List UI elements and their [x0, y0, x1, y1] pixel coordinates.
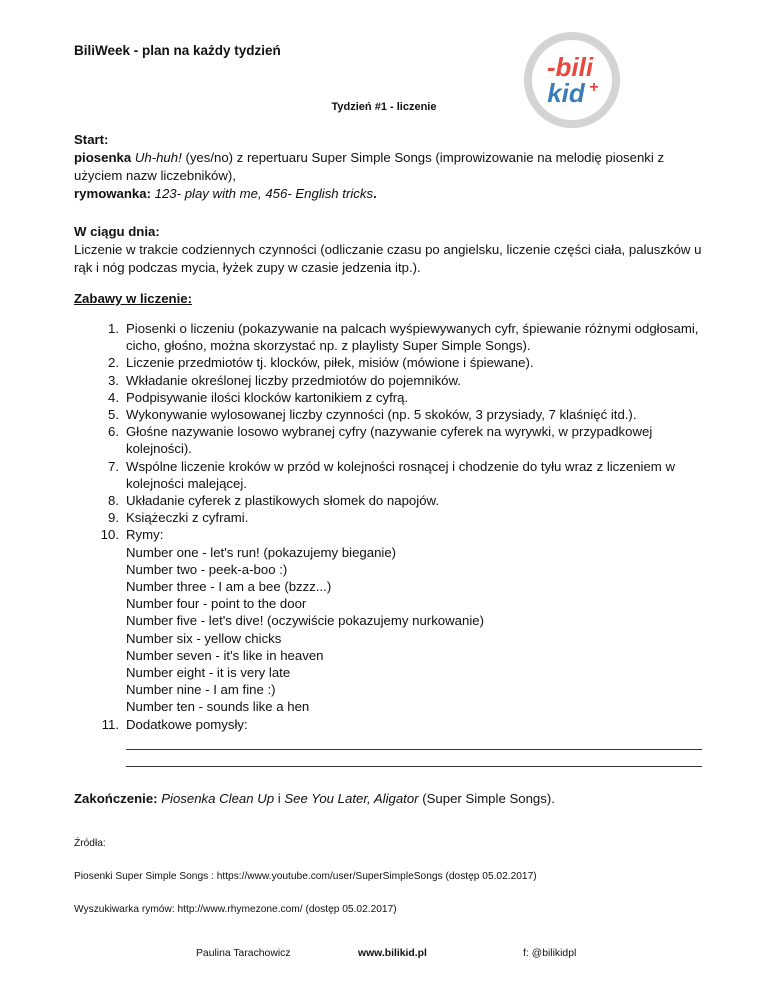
- rhyme-line: Number two - peek-a-boo :): [126, 561, 288, 577]
- rhyme-end: .: [373, 186, 377, 201]
- start-heading: Start:: [74, 132, 109, 147]
- ending: [74, 790, 555, 808]
- ending-label: Zakończenie:: [74, 791, 158, 806]
- blank-line: [126, 733, 702, 750]
- list-item: 4. Podpisywanie ilości klocków kartonikiem z cyfrą.: [108, 389, 409, 405]
- footer-author: Paulina Tarachowicz: [196, 948, 291, 959]
- rhyme-text: 123- play with me, 456- English tricks: [154, 186, 374, 201]
- rhyme-line: Number three - I am a bee (bzzz...): [126, 579, 332, 595]
- games-list: [74, 320, 714, 767]
- list-item: 3. Wkładanie określonej liczby przedmiotów do pojemników.: [108, 372, 461, 388]
- logo-plus: +: [589, 79, 599, 96]
- rhyme-line: Number four - point to the door: [126, 596, 307, 612]
- list-item: 5. Wykonywanie wylosowanej liczby czynności (np. 5 skoków, 3 przysiady, 7 klaśnięć itd.).: [108, 407, 637, 423]
- list-item: 9. Książeczki z cyframi.: [108, 510, 249, 526]
- start-song: [74, 149, 714, 185]
- rhyme-line: Number one - let's run! (pokazujemy bieganie): [126, 544, 397, 560]
- start-rhyme: [74, 185, 714, 203]
- bilikid-logo: [522, 30, 622, 130]
- header-title: BiliWeek - plan na każdy tydzień: [74, 43, 281, 58]
- ending-song2: See You Later, Aligator: [284, 791, 419, 806]
- day-text: Liczenie w trakcie codziennych czynności (odliczanie czasu po angielsku, liczenie części ciała, paluszków u rąk i nóg podczas mycia, łyżek zupy w czasie jedzenia itp.).: [74, 242, 702, 275]
- source-2: Wyszukiwarka rymów: http://www.rhymezone.com/ (dostęp 05.02.2017): [74, 904, 397, 915]
- list-item: 8. Układanie cyferek z plastikowych słomek do napojów.: [108, 493, 439, 509]
- song-label: piosenka: [74, 150, 132, 165]
- day-section: [74, 223, 714, 277]
- list-item: 10. Rymy:: [100, 527, 164, 543]
- song-title: Uh-huh!: [134, 150, 182, 165]
- list-item: 11. Dodatkowe pomysły:: [101, 716, 248, 732]
- rhyme-line: Number five - let's dive! (oczywiście pokazujemy nurkowanie): [126, 613, 484, 629]
- day-heading: W ciągu dnia:: [74, 224, 160, 239]
- ending-song1: Piosenka Clean Up: [161, 791, 275, 806]
- ending-source: (Super Simple Songs).: [418, 791, 555, 806]
- start-section: [74, 131, 714, 203]
- week-title: Tydzień #1 - liczenie: [331, 101, 437, 113]
- blank-line: [126, 750, 702, 767]
- rhyme-line: Number eight - it is very late: [126, 665, 291, 681]
- list-item: 2. Liczenie przedmiotów tj. klocków, piłek, misiów (mówione i śpiewane).: [108, 355, 534, 371]
- footer-facebook[interactable]: f: @bilikidpl: [523, 948, 577, 959]
- rhyme-line: Number seven - it's like in heaven: [126, 647, 324, 663]
- list-item: 7. Wspólne liczenie kroków w przód w kolejności rosnącej i chodzenie do tyłu wraz z liczeniem w kolejności malejącej.: [108, 458, 675, 491]
- logo-kid: kid: [547, 78, 585, 108]
- list-item: 1. Piosenki o liczeniu (pokazywanie na palcach wyśpiewywanych cyfr, śpiewanie różnymi odgłosami, cicho, głośno, można skorzystać np. z playlisty Super Simple Songs).: [108, 321, 699, 354]
- rhyme-label: rymowanka:: [74, 186, 151, 201]
- ending-and: i: [274, 791, 285, 806]
- games-heading: Zabawy w liczenie:: [74, 291, 192, 306]
- rhyme-line: Number six - yellow chicks: [126, 630, 282, 646]
- sources-heading: Źródła:: [74, 838, 106, 849]
- rhyme-line: Number nine - I am fine :): [126, 682, 276, 698]
- source-1: Piosenki Super Simple Songs : https://www.youtube.com/user/SuperSimpleSongs (dostęp 05.02.2017): [74, 871, 537, 882]
- song-text: (yes/no) z repertuaru Super Simple Songs (improwizowanie na melodię piosenki z użyciem nazw liczebników),: [74, 150, 665, 183]
- footer-site[interactable]: www.bilikid.pl: [358, 948, 427, 959]
- rhyme-line: Number ten - sounds like a hen: [126, 699, 310, 715]
- list-item: 6. Głośne nazywanie losowo wybranej cyfry (nazywanie cyferek na wyrywki, w przypadkowej kolejności).: [108, 424, 653, 457]
- logo-bili: -bili: [546, 52, 594, 82]
